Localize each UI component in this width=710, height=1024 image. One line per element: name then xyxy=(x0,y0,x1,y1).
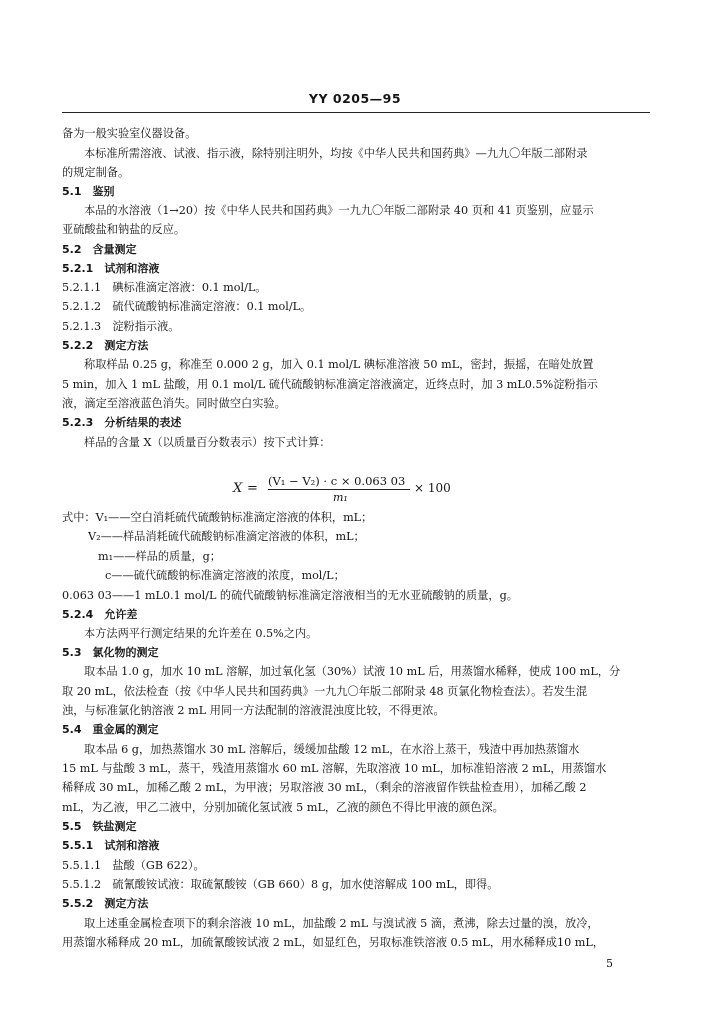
text-line: 5.5.1.2 硫氰酸铵试液：取硫氰酸铵（GB 660）8 g，加水使溶解成 100 mL，即得。 xyxy=(62,878,499,891)
formula-lhs: X xyxy=(233,481,243,496)
formula-equals: = xyxy=(247,481,258,496)
section-heading: 5.4 重金属的测定 xyxy=(62,723,159,736)
text-line: 取上述重金属检查项下的剩余溶液 10 mL，加盐酸 2 mL 与溴试液 5 滴，煮沸，除去过量的溴，放冷， xyxy=(84,917,599,930)
text-line: 取本品 6 g，加热蒸馏水 30 mL 溶解后，缓缓加盐酸 12 mL，在水浴上蒸干，残渣中再加热蒸馏水 xyxy=(84,743,580,756)
formula-numerator: (V₁ − V₂) · c × 0.063 03 xyxy=(268,474,406,488)
section-heading: 5.5.2 测定方法 xyxy=(62,897,149,910)
section-heading: 5.2 含量测定 xyxy=(62,243,137,256)
section-heading: 5.2.3 分析结果的表述 xyxy=(62,416,182,429)
text-line: 液，滴定至溶液蓝色消失。同时做空白实验。 xyxy=(62,397,286,410)
text-line: 式中：V₁——空白消耗硫代硫酸钠标准滴定溶液的体积，mL； xyxy=(62,511,373,524)
section-heading: 5.2.1 试剂和溶液 xyxy=(62,262,160,275)
section-heading: 5.5 铁盐测定 xyxy=(62,820,137,833)
text-line: 备为一般实验室仪器设备。 xyxy=(62,127,197,140)
text-line: 5.5.1.1 盐酸（GB 622）。 xyxy=(62,859,205,872)
text-line: 5.2.1.2 硫代硫酸钠标准滴定溶液：0.1 mol/L。 xyxy=(62,300,312,313)
standard-code-header: YY 0205—95 xyxy=(308,91,402,106)
fraction-bar xyxy=(268,489,410,490)
text-line: 5.2.1.1 碘标准滴定溶液：0.1 mol/L。 xyxy=(62,281,267,294)
text-line: 的规定制备。 xyxy=(62,166,130,179)
text-line: 5 min，加入 1 mL 盐酸，用 0.1 mol/L 硫代硫酸钠标准滴定溶液滴定，近终点时，加 3 mL0.5%淀粉指示 xyxy=(62,378,598,391)
text-line: 本标准所需溶液、试液、指示液，除特别注明外，均按《中华人民共和国药典》—九九〇年版二部附录 xyxy=(84,147,588,160)
formula-multiplier: × 100 xyxy=(414,481,451,495)
section-heading: 5.5.1 试剂和溶液 xyxy=(62,839,160,852)
text-line: 本方法两平行测定结果的允许差在 0.5%之内。 xyxy=(84,627,318,640)
page-number: 5 xyxy=(606,957,613,970)
text-line: V₂——样品消耗硫代硫酸钠标准滴定溶液的体积，mL； xyxy=(88,530,365,543)
text-line: 5.2.1.3 淀粉指示液。 xyxy=(62,320,180,333)
text-line: 稀释成 30 mL，加稀乙酸 2 mL，为甲液；另取溶液 30 mL，（剩余的溶液留作铁盐检查用），加稀乙酸 2 xyxy=(62,781,587,794)
section-heading: 5.2.4 允许差 xyxy=(62,608,138,621)
text-line: 样品的含量 X（以质量百分数表示）按下式计算： xyxy=(84,436,331,449)
text-line: 亚硫酸盐和钠盐的反应。 xyxy=(62,223,186,236)
text-line: 15 mL 与盐酸 3 mL，蒸干，残渣用蒸馏水 60 mL 溶解，先取溶液 10 mL，加标准铅溶液 2 mL，用蒸馏水 xyxy=(62,762,607,775)
text-line: 用蒸馏水稀释成 20 mL，加硫氰酸铵试液 2 mL，如显红色，另取标准铁溶液 0.5 mL，用水稀释成10 mL， xyxy=(62,936,604,949)
section-heading: 5.1 鉴别 xyxy=(62,185,115,198)
section-heading: 5.2.2 测定方法 xyxy=(62,339,149,352)
text-line: 取 20 mL，依法检查（按《中华人民共和国药典》一九九〇年版二部附录 48 页氯化物检查法）。若发生混 xyxy=(62,685,588,698)
text-line: c——硫代硫酸钠标准滴定溶液的浓度，mol/L； xyxy=(105,569,345,582)
text-line: 称取样品 0.25 g，称准至 0.000 2 g，加入 0.1 mol/L 碘标准溶液 50 mL，密封，振摇，在暗处放置 xyxy=(84,358,594,371)
text-line: mL，为乙液，甲乙二液中，分别加硫化氢试液 5 mL，乙液的颜色不得比甲液的颜色深。 xyxy=(62,801,504,814)
text-line: 本品的水溶液（1→20）按《中华人民共和国药典》一九九〇年版二部附录 40 页和 41 页鉴别，应显示 xyxy=(84,204,594,217)
formula-denominator: m₁ xyxy=(333,491,348,504)
header-rule xyxy=(62,112,650,113)
text-line: m₁——样品的质量，g； xyxy=(98,550,221,563)
text-line: 取本品 1.0 g，加水 10 mL 溶解，加过氧化氢（30%）试液 10 mL 后，用蒸馏水稀释，使成 100 mL，分 xyxy=(84,665,621,678)
section-heading: 5.3 氯化物的测定 xyxy=(62,646,159,659)
text-line: 浊，与标准氯化钠溶液 2 mL 用同一方法配制的溶液混浊度比较，不得更浓。 xyxy=(62,704,445,717)
text-line: 0.063 03——1 mL0.1 mol/L 的硫代硫酸钠标准滴定溶液相当的无水亚硫酸钠的质量，g。 xyxy=(62,589,518,602)
